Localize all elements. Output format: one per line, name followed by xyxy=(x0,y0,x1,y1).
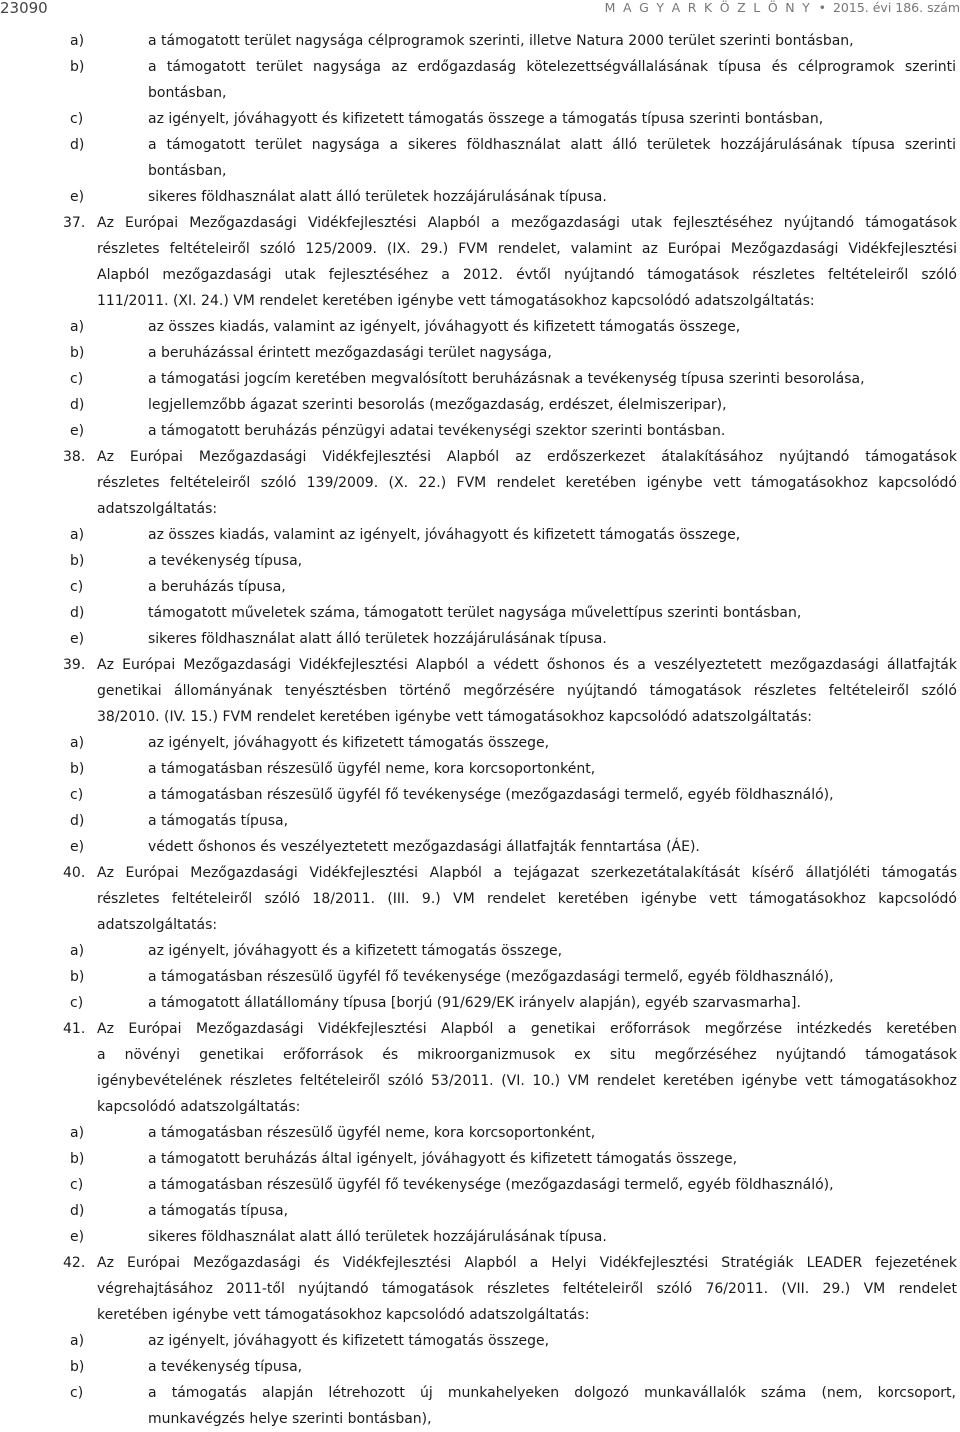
issue-number: 2015. évi 186. szám xyxy=(832,0,960,15)
line-text: a beruházás típusa, xyxy=(148,579,286,595)
line-text: a tevékenység típusa, xyxy=(148,553,303,569)
paragraph-continuation xyxy=(0,262,960,288)
numbered-paragraph xyxy=(0,1250,960,1276)
list-item xyxy=(0,184,960,210)
line-text: a támogatás típusa, xyxy=(148,813,289,829)
page-number: 23090 xyxy=(0,0,48,17)
line-text: támogatott műveletek száma, támogatott terület nagysága művelettípus szerinti bontásban, xyxy=(148,605,802,621)
item-marker: e) xyxy=(70,423,85,439)
list-item xyxy=(0,1380,960,1406)
list-item xyxy=(0,1172,960,1198)
item-marker: b) xyxy=(70,761,85,777)
line-text: sikeres földhasználat alatt álló területek hozzájárulásának típusa. xyxy=(148,1229,607,1245)
line-text: a támogatásban részesülő ügyfél fő tevékenysége (mezőgazdasági termelő, egyéb földhasználó), xyxy=(148,1177,834,1193)
item-marker: a) xyxy=(70,1333,85,1349)
item-marker: a) xyxy=(70,735,85,751)
page-header xyxy=(0,0,960,22)
numbered-paragraph xyxy=(0,1016,960,1042)
list-item xyxy=(0,548,960,574)
paragraph-continuation xyxy=(0,236,960,262)
paragraph-continuation xyxy=(0,1042,960,1068)
line-text: Alapból mezőgazdasági utak fejlesztéséhez a 2012. évtől nyújtandó támogatások részletes feltételeiről szóló xyxy=(97,267,957,283)
item-marker: c) xyxy=(70,579,84,595)
line-text: kapcsolódó adatszolgáltatás: xyxy=(97,1099,301,1115)
item-marker: a) xyxy=(70,33,85,49)
list-item xyxy=(0,834,960,860)
list-item xyxy=(0,522,960,548)
item-marker: d) xyxy=(70,397,85,413)
line-text: részletes feltételeiről szóló 139/2009. (X. 22.) FVM rendelet keretében igénybe vett támogatásokhoz kapcsolódó xyxy=(97,475,957,491)
list-item xyxy=(0,418,960,444)
list-item xyxy=(0,782,960,808)
paragraph-continuation xyxy=(0,1068,960,1094)
running-title xyxy=(605,0,960,15)
item-marker: e) xyxy=(70,189,85,205)
item-marker: b) xyxy=(70,345,85,361)
list-item xyxy=(0,314,960,340)
list-item xyxy=(0,106,960,132)
paragraph-continuation xyxy=(0,496,960,522)
item-marker: d) xyxy=(70,137,85,153)
paragraph-continuation xyxy=(0,912,960,938)
line-text: a támogatásban részesülő ügyfél fő tevékenysége (mezőgazdasági termelő, egyéb földhasználó), xyxy=(148,787,834,803)
line-text: legjellemzőbb ágazat szerinti besorolás (mezőgazdaság, erdészet, élelmiszeripar), xyxy=(148,397,727,413)
item-marker: b) xyxy=(70,1151,85,1167)
line-text: Az Európai Mezőgazdasági Vidékfejlesztési Alapból a tejágazat szerkezetátalakítását kísérő állatjóléti támogatás xyxy=(97,865,957,881)
line-text: bontásban, xyxy=(148,163,227,179)
line-text: 38/2010. (IV. 15.) FVM rendelet keretében igénybe vett támogatásokhoz kapcsolódó adatszolgáltatás: xyxy=(97,709,812,725)
numbered-paragraph xyxy=(0,444,960,470)
list-item xyxy=(0,964,960,990)
line-text: genetikai állományának tenyésztésben történő megőrzésére nyújtandó támogatások részletes feltételeiről szóló xyxy=(97,683,957,699)
line-text: Az Európai Mezőgazdasági Vidékfejlesztési Alapból a genetikai erőforrások megőrzése intézkedés keretében xyxy=(97,1021,957,1037)
item-marker: d) xyxy=(70,1203,85,1219)
line-text: részletes feltételeiről szóló 18/2011. (III. 9.) VM rendelet keretében igénybe vett támogatásokhoz kapcsolódó xyxy=(97,891,957,907)
list-item xyxy=(0,1198,960,1224)
list-item xyxy=(0,366,960,392)
list-item xyxy=(0,1146,960,1172)
list-item xyxy=(0,340,960,366)
item-marker: a) xyxy=(70,527,85,543)
line-text: bontásban, xyxy=(148,85,227,101)
list-item xyxy=(0,626,960,652)
line-text: a támogatott terület nagysága az erdőgazdaság kötelezettségvállalásának típusa és célprogramok szerinti xyxy=(148,59,956,75)
paragraph-continuation xyxy=(0,288,960,314)
line-text: a támogatásban részesülő ügyfél neme, kora korcsoportonként, xyxy=(148,1125,596,1141)
item-marker: c) xyxy=(70,111,84,127)
line-text: a beruházással érintett mezőgazdasági terület nagysága, xyxy=(148,345,552,361)
line-text: az összes kiadás, valamint az igényelt, jóváhagyott és kifizetett támogatás összege, xyxy=(148,527,741,543)
line-text: a támogatási jogcím keretében megvalósított beruházásnak a tevékenység típusa szerinti besorolása, xyxy=(148,371,865,387)
item-marker: c) xyxy=(70,1177,84,1193)
line-text: Az Európai Mezőgazdasági Vidékfejlesztési Alapból a mezőgazdasági utak fejlesztéséhez nyújtandó támogatások xyxy=(97,215,957,231)
item-marker: a) xyxy=(70,943,85,959)
line-text: munkavégzés helye szerinti bontásban), xyxy=(148,1411,432,1427)
item-marker: a) xyxy=(70,319,85,335)
line-text: adatszolgáltatás: xyxy=(97,917,218,933)
numbered-paragraph xyxy=(0,860,960,886)
line-text: a támogatott terület nagysága célprogramok szerinti, illetve Natura 2000 terület szerinti bontásban, xyxy=(148,33,854,49)
item-marker: c) xyxy=(70,995,84,1011)
list-item xyxy=(0,600,960,626)
list-item xyxy=(0,730,960,756)
item-marker: b) xyxy=(70,1359,85,1375)
list-item xyxy=(0,132,960,158)
paragraph-number: 39. xyxy=(63,657,86,673)
line-text: a támogatás típusa, xyxy=(148,1203,289,1219)
list-item xyxy=(0,990,960,1016)
item-marker: b) xyxy=(70,553,85,569)
separator-dot: • xyxy=(818,0,826,15)
numbered-paragraph xyxy=(0,210,960,236)
line-text: sikeres földhasználat alatt álló területek hozzájárulásának típusa. xyxy=(148,189,607,205)
list-item-continuation xyxy=(0,1406,960,1432)
list-item xyxy=(0,54,960,80)
line-text: a támogatott beruházás által igényelt, jóváhagyott és kifizetett támogatás összege, xyxy=(148,1151,738,1167)
paragraph-number: 42. xyxy=(63,1255,86,1271)
paragraph-continuation xyxy=(0,704,960,730)
list-item xyxy=(0,1224,960,1250)
line-text: 111/2011. (XI. 24.) VM rendelet keretében igénybe vett támogatásokhoz kapcsolódó adatszolgáltatás: xyxy=(97,293,815,309)
line-text: keretében igénybe vett támogatásokhoz kapcsolódó adatszolgáltatás: xyxy=(97,1307,590,1323)
journal-name: M A G Y A R K Ö Z L Ö N Y xyxy=(604,0,812,15)
item-marker: b) xyxy=(70,969,85,985)
line-text: végrehajtásához 2011-től nyújtandó támogatások részletes feltételeiről szóló 76/2011. (VII. 29.) VM rendelet xyxy=(97,1281,957,1297)
item-marker: c) xyxy=(70,371,84,387)
item-marker: d) xyxy=(70,605,85,621)
paragraph-continuation xyxy=(0,1276,960,1302)
list-item xyxy=(0,756,960,782)
item-marker: e) xyxy=(70,1229,85,1245)
list-item xyxy=(0,1328,960,1354)
list-item xyxy=(0,808,960,834)
list-item xyxy=(0,938,960,964)
list-item-continuation xyxy=(0,80,960,106)
line-text: az összes kiadás, valamint az igényelt, jóváhagyott és kifizetett támogatás összege, xyxy=(148,319,741,335)
paragraph-number: 38. xyxy=(63,449,86,465)
paragraph-number: 40. xyxy=(63,865,86,881)
item-marker: a) xyxy=(70,1125,85,1141)
item-marker: d) xyxy=(70,813,85,829)
list-item xyxy=(0,392,960,418)
line-text: sikeres földhasználat alatt álló területek hozzájárulásának típusa. xyxy=(148,631,607,647)
item-marker: c) xyxy=(70,1385,84,1401)
line-text: a tevékenység típusa, xyxy=(148,1359,303,1375)
paragraph-continuation xyxy=(0,886,960,912)
line-text: a támogatott állatállomány típusa [borjú (91/629/EK irányelv alapján), egyéb szarvasmarha]. xyxy=(148,995,801,1011)
line-text: a támogatás alapján létrehozott új munkahelyeken dolgozó munkavállalók száma (nem, korcsoport, xyxy=(148,1385,956,1401)
paragraph-number: 37. xyxy=(63,215,86,231)
line-text: az igényelt, jóváhagyott és kifizetett támogatás összege, xyxy=(148,1333,550,1349)
item-marker: e) xyxy=(70,631,85,647)
paragraph-continuation xyxy=(0,1302,960,1328)
list-item xyxy=(0,1354,960,1380)
list-item-continuation xyxy=(0,158,960,184)
paragraph-number: 41. xyxy=(63,1021,86,1037)
list-item xyxy=(0,28,960,54)
line-text: igénybevételének részletes feltételeiről szóló 53/2011. (VI. 10.) VM rendelet keretében igénybe vett támogatásokhoz xyxy=(97,1073,957,1089)
paragraph-continuation xyxy=(0,678,960,704)
paragraph-continuation xyxy=(0,1094,960,1120)
document-body xyxy=(0,28,960,1432)
numbered-paragraph xyxy=(0,652,960,678)
line-text: részletes feltételeiről szóló 125/2009. (IX. 29.) FVM rendelet, valamint az Európai Mezőgazdasági Vidékfejlesztési xyxy=(97,241,957,257)
list-item xyxy=(0,1120,960,1146)
line-text: Az Európai Mezőgazdasági és Vidékfejlesztési Alapból a Helyi Vidékfejlesztési Stratégiák LEADER fejezetének xyxy=(97,1255,957,1271)
line-text: az igényelt, jóváhagyott és kifizetett támogatás összege, xyxy=(148,735,550,751)
paragraph-continuation xyxy=(0,470,960,496)
line-text: az igényelt, jóváhagyott és a kifizetett támogatás összege, xyxy=(148,943,563,959)
line-text: Az Európai Mezőgazdasági Vidékfejlesztési Alapból az erdőszerkezet átalakításához nyújtandó támogatások xyxy=(97,449,957,465)
line-text: Az Európai Mezőgazdasági Vidékfejlesztési Alapból a védett őshonos és a veszélyeztetett mezőgazdasági állatfajták xyxy=(97,657,957,673)
line-text: adatszolgáltatás: xyxy=(97,501,218,517)
line-text: az igényelt, jóváhagyott és kifizetett támogatás összege a támogatás típusa szerinti bontásban, xyxy=(148,111,824,127)
line-text: a támogatott beruházás pénzügyi adatai tevékenységi szektor szerinti bontásban. xyxy=(148,423,726,439)
line-text: a támogatott terület nagysága a sikeres földhasználat alatt álló területek hozzájárulásának típusa szerinti xyxy=(148,137,956,153)
line-text: védett őshonos és veszélyeztetett mezőgazdasági állatfajták fenntartása (ÁE). xyxy=(148,839,700,855)
item-marker: e) xyxy=(70,839,85,855)
line-text: a támogatásban részesülő ügyfél neme, kora korcsoportonként, xyxy=(148,761,596,777)
line-text: a támogatásban részesülő ügyfél fő tevékenysége (mezőgazdasági termelő, egyéb földhasználó), xyxy=(148,969,834,985)
item-marker: c) xyxy=(70,787,84,803)
list-item xyxy=(0,574,960,600)
item-marker: b) xyxy=(70,59,85,75)
line-text: a növényi genetikai erőforrások és mikroorganizmusok ex situ megőrzéséhez nyújtandó támogatások xyxy=(97,1047,957,1063)
